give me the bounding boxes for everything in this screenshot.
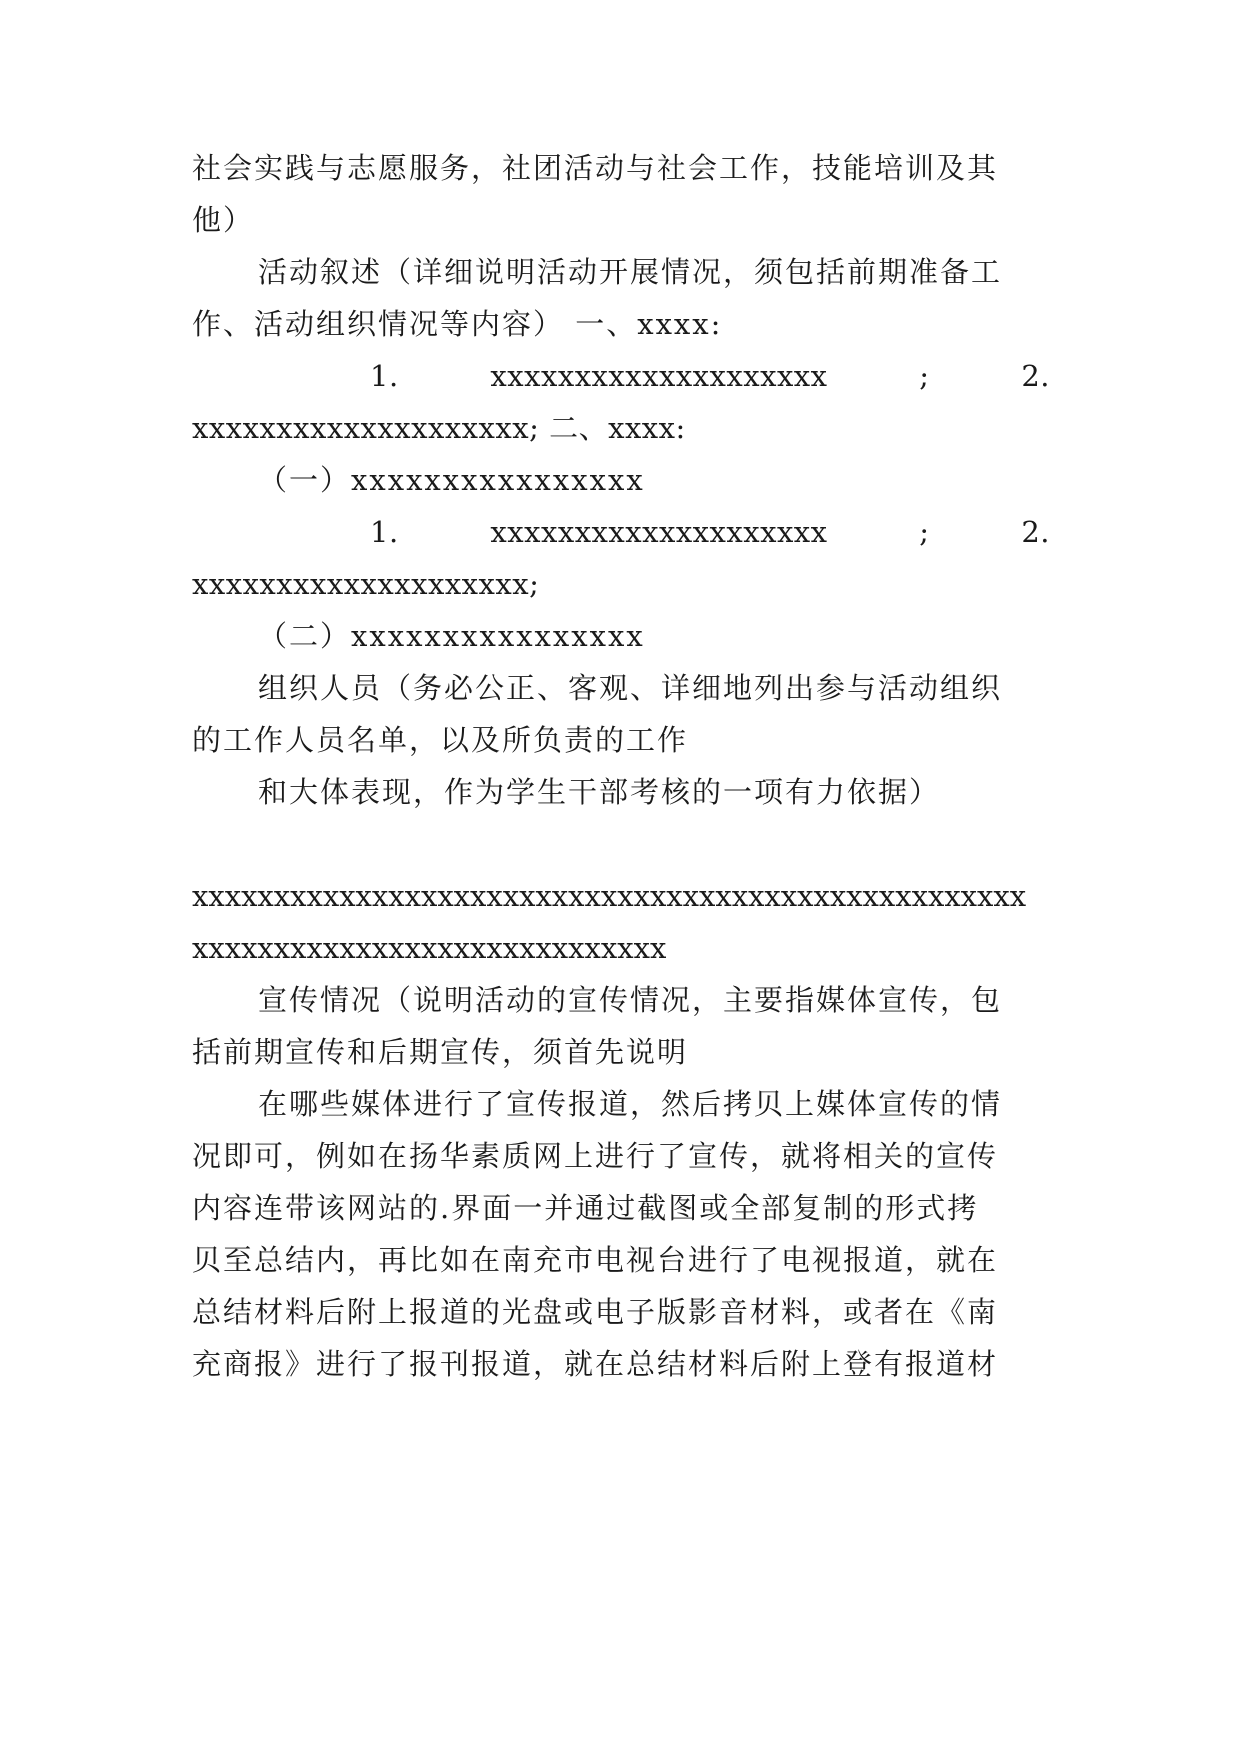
text-line-3: 活动叙述（详细说明活动开展情况，须包括前期准备工 (258, 255, 1003, 289)
text-line-20: 总结材料后附上报道的光盘或电子版影音材料，或者在《南 (192, 1295, 999, 1329)
text-line-16: 在哪些媒体进行了宣传报道，然后拷贝上媒体宣传的情 (258, 1087, 1003, 1121)
list-number: 1. (370, 359, 399, 393)
list-separator: ; (919, 515, 930, 549)
text-line-14: 宣传情况（说明活动的宣传情况，主要指媒体宣传，包 (258, 983, 1003, 1017)
text-line-8: （二）xxxxxxxxxxxxxxxx (258, 619, 645, 653)
text-line-9: 组织人员（务必公正、客观、详细地列出参与活动组织 (258, 671, 1003, 705)
text-line-2: 他） (192, 203, 255, 237)
list-separator: ; (919, 359, 930, 393)
list-number: 1. (370, 515, 399, 549)
text-line-12: xxxxxxxxxxxxxxxxxxxxxxxxxxxxxxxxxxxxxxxxxxxxxxxxxxx (192, 879, 1027, 913)
text-line-13: xxxxxxxxxxxxxxxxxxxxxxxxxxxxx (192, 931, 667, 965)
list-row-a (370, 356, 1050, 396)
text-line-1: 社会实践与志愿服务，社团活动与社会工作，技能培训及其 (192, 151, 999, 185)
text-line-5: xxxxxxxxxxxxxxxxxxxx; 二、xxxx: (192, 411, 686, 445)
list-item-text: xxxxxxxxxxxxxxxxxxxx (490, 515, 828, 549)
text-line-17: 况即可，例如在扬华素质网上进行了宣传，就将相关的宣传 (192, 1139, 999, 1173)
list-number: 2. (1021, 515, 1050, 549)
text-line-7: xxxxxxxxxxxxxxxxxxxx; (192, 567, 540, 601)
list-number: 2. (1021, 359, 1050, 393)
text-line-15: 括前期宣传和后期宣传，须首先说明 (192, 1035, 689, 1069)
text-line-21: 充商报》进行了报刊报道，就在总结材料后附上登有报道材 (192, 1347, 999, 1381)
text-line-10: 的工作人员名单，以及所负责的工作 (192, 723, 689, 757)
list-row-b (370, 512, 1050, 552)
text-line-19: 贝至总结内，再比如在南充市电视台进行了电视报道，就在 (192, 1243, 999, 1277)
list-item-text: xxxxxxxxxxxxxxxxxxxx (490, 359, 828, 393)
text-line-18: 内容连带该网站的.界面一并通过截图或全部复制的形式拷 (192, 1191, 979, 1225)
text-line-6: （一）xxxxxxxxxxxxxxxx (258, 463, 645, 497)
text-line-4: 作、活动组织情况等内容） 一、xxxx: (192, 307, 723, 341)
text-line-11: 和大体表现，作为学生干部考核的一项有力依据） (258, 775, 941, 809)
